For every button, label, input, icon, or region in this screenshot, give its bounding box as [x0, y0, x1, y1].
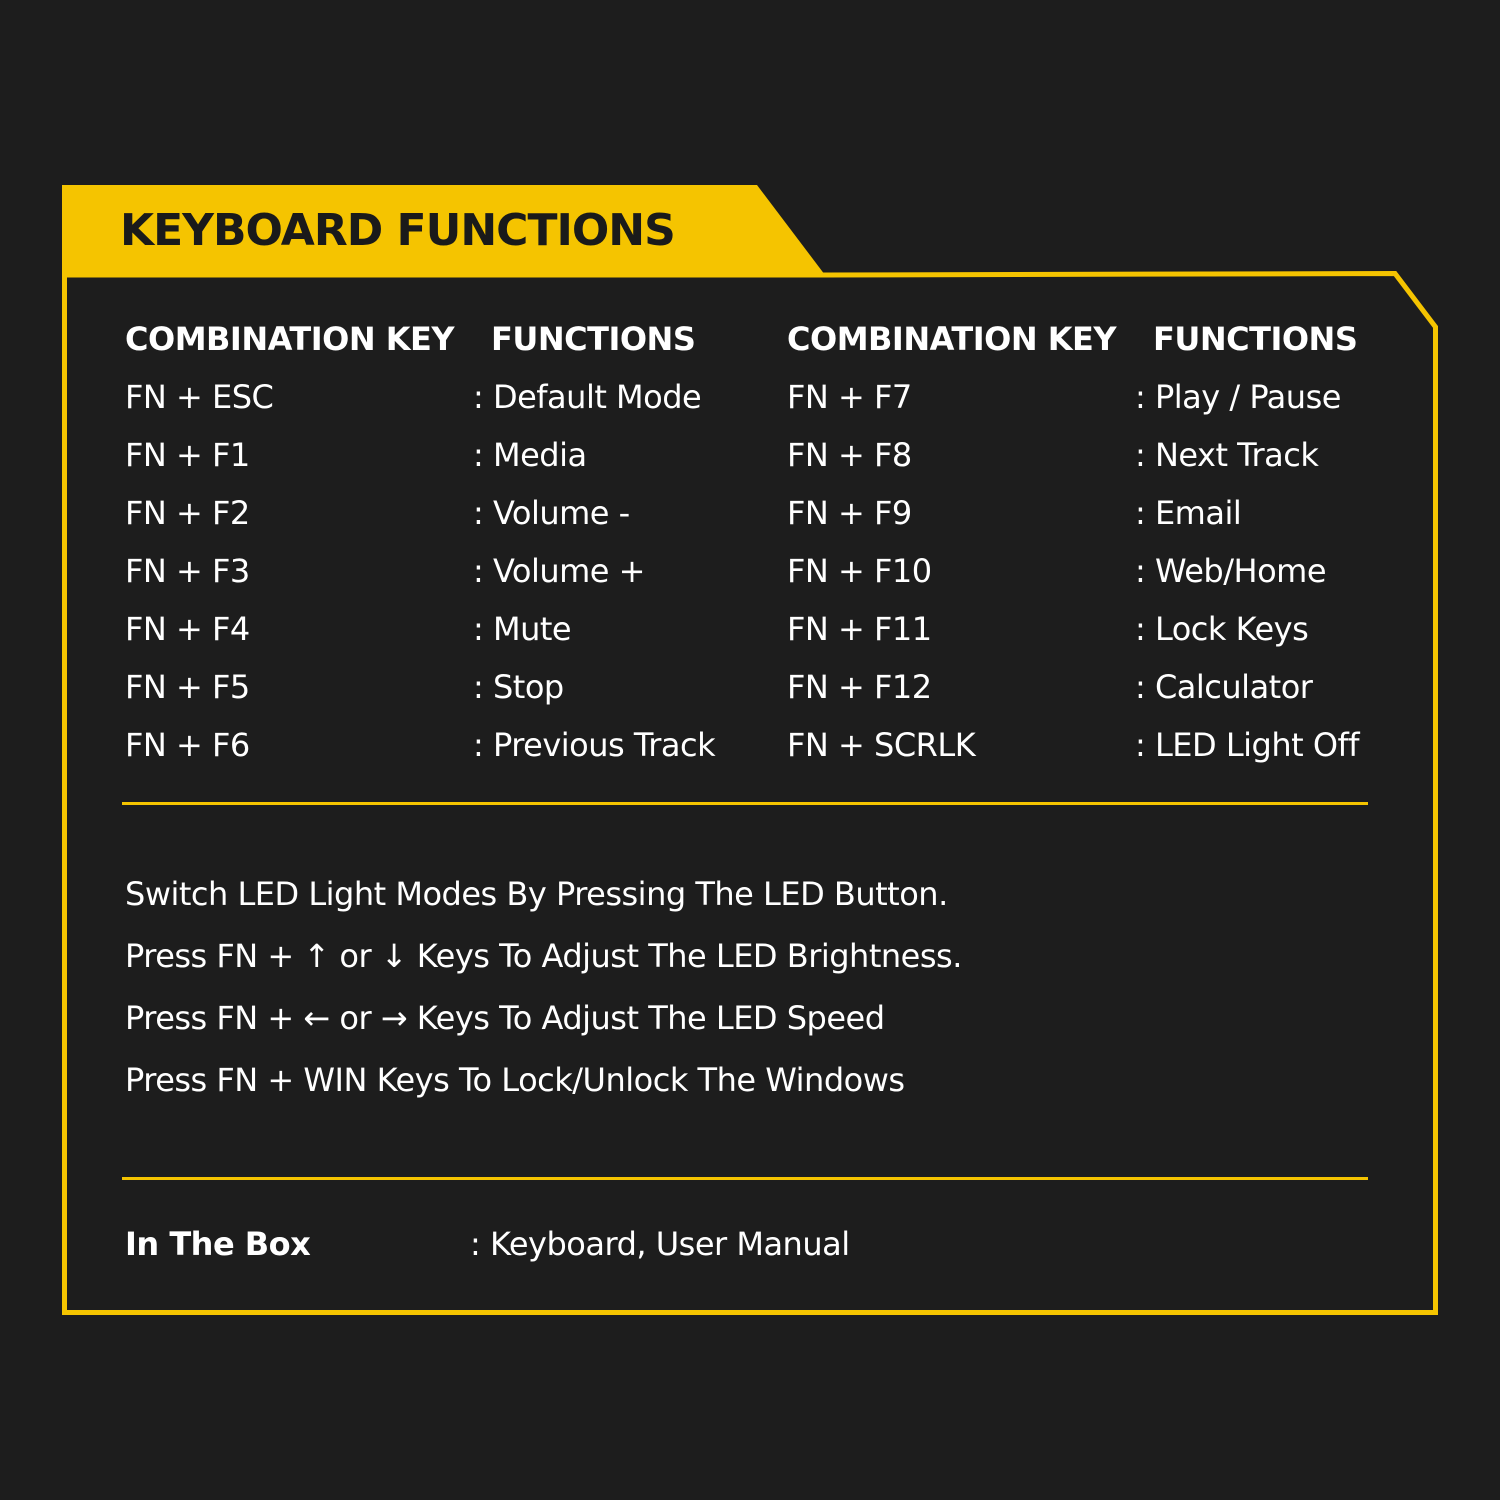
left-function-column — [473, 316, 715, 774]
right-key-cell: FN + F8 — [787, 436, 912, 474]
left-key-cell: FN + F3 — [125, 552, 250, 590]
left-key-cell: FN + F1 — [125, 436, 250, 474]
right-key-cell: FN + F10 — [787, 552, 932, 590]
right-key-cell: FN + F11 — [787, 610, 932, 648]
right-function-cell: : Lock Keys — [1135, 610, 1309, 648]
left-function-cell: : Volume - — [473, 494, 630, 532]
right-function-header: FUNCTIONS — [1153, 320, 1358, 358]
instruction-line: Press FN + ↑ or ↓ Keys To Adjust The LED Brightness. — [125, 937, 962, 975]
left-key-cell: FN + F6 — [125, 726, 250, 764]
right-function-cell: : Play / Pause — [1135, 378, 1341, 416]
right-function-column — [1135, 316, 1359, 774]
page-title: KEYBOARD FUNCTIONS — [120, 205, 675, 256]
in-the-box-value: : Keyboard, User Manual — [470, 1225, 850, 1263]
right-function-cell: : Next Track — [1135, 436, 1319, 474]
instruction-line: Press FN + ← or → Keys To Adjust The LED Speed — [125, 999, 885, 1037]
left-key-cell: FN + F2 — [125, 494, 250, 532]
left-function-cell: : Previous Track — [473, 726, 716, 764]
left-key-header: COMBINATION KEY — [125, 320, 455, 358]
led-instructions — [125, 863, 962, 1111]
left-key-column — [125, 316, 454, 774]
right-function-cell: : LED Light Off — [1135, 726, 1360, 764]
right-key-header: COMBINATION KEY — [787, 320, 1117, 358]
divider-bottom — [122, 1177, 1368, 1180]
right-key-cell: FN + SCRLK — [787, 726, 976, 764]
right-function-cell: : Web/Home — [1135, 552, 1326, 590]
divider-top — [122, 802, 1368, 805]
right-key-cell: FN + F7 — [787, 378, 912, 416]
right-key-cell: FN + F12 — [787, 668, 932, 706]
left-function-cell: : Volume + — [473, 552, 645, 590]
right-function-cell: : Email — [1135, 494, 1242, 532]
right-function-cell: : Calculator — [1135, 668, 1313, 706]
in-the-box-label: In The Box — [125, 1225, 311, 1263]
left-function-cell: : Mute — [473, 610, 572, 648]
left-function-cell: : Media — [473, 436, 587, 474]
left-function-cell: : Default Mode — [473, 378, 702, 416]
left-function-cell: : Stop — [473, 668, 564, 706]
right-key-cell: FN + F9 — [787, 494, 912, 532]
right-key-column — [787, 316, 1116, 774]
left-key-cell: FN + ESC — [125, 378, 274, 416]
left-key-cell: FN + F5 — [125, 668, 250, 706]
left-function-header: FUNCTIONS — [491, 320, 696, 358]
left-key-cell: FN + F4 — [125, 610, 250, 648]
instruction-line: Switch LED Light Modes By Pressing The LED Button. — [125, 875, 948, 913]
instruction-line: Press FN + WIN Keys To Lock/Unlock The Windows — [125, 1061, 905, 1099]
